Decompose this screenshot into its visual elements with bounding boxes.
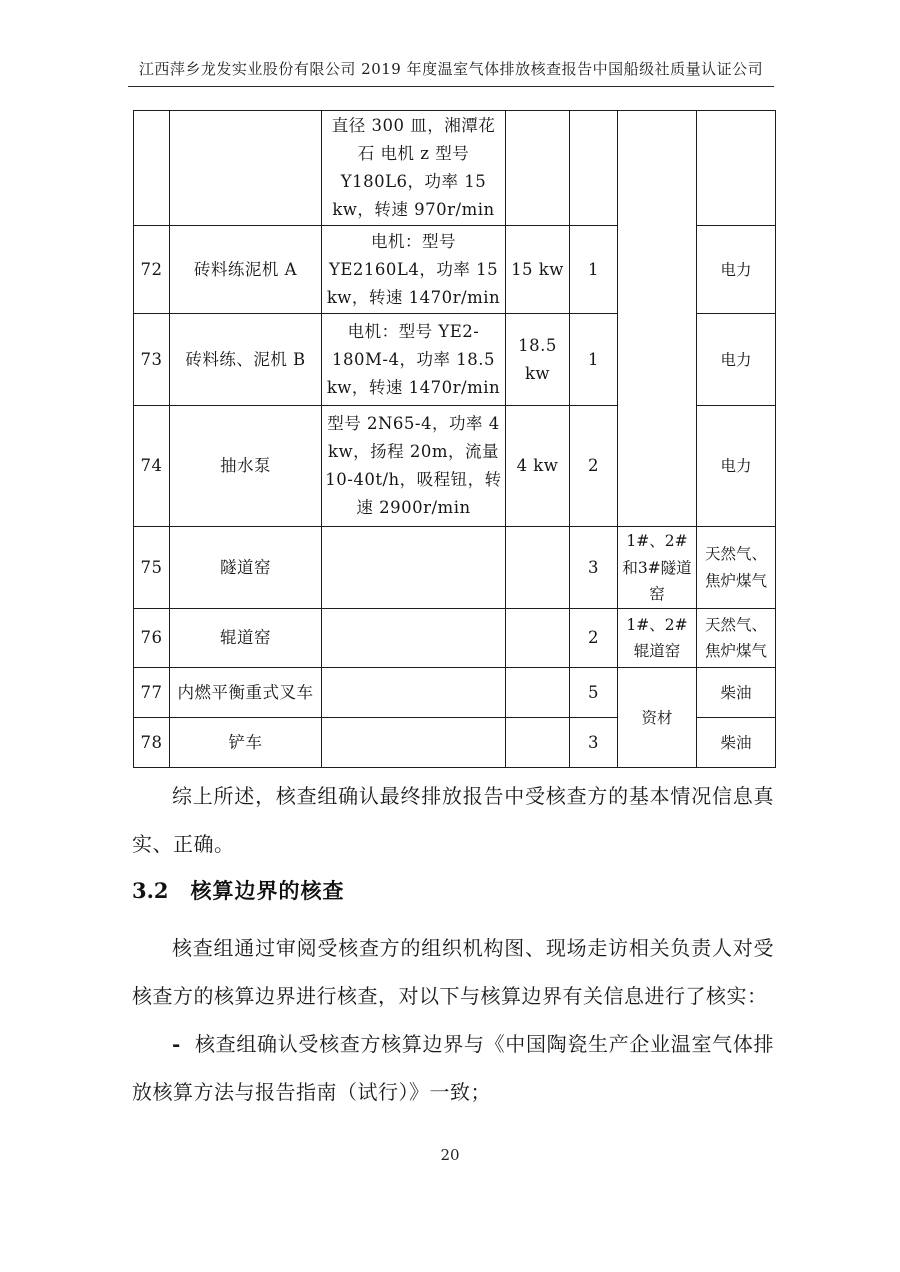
- cell-qty: [570, 111, 618, 226]
- cell-fuel: 天然气、焦炉煤气: [697, 527, 776, 609]
- section-heading: [132, 876, 774, 906]
- bullet-dash: -: [172, 1032, 181, 1056]
- page-number: 20: [440, 1146, 460, 1164]
- table-row-continued: [134, 111, 776, 226]
- cell-name: 内燃平衡重式叉车: [170, 668, 322, 718]
- cell-name: 砖料练、泥机 B: [170, 314, 322, 406]
- cell-no: 75: [134, 527, 170, 609]
- cell-unit-merged: [618, 111, 697, 527]
- cell-qty: 1: [570, 314, 618, 406]
- cell-name: 辊道窑: [170, 609, 322, 668]
- cell-name: [170, 111, 322, 226]
- cell-qty: 1: [570, 226, 618, 314]
- cell-fuel: 柴油: [697, 668, 776, 718]
- page-header: [128, 58, 774, 87]
- cell-power: [506, 527, 570, 609]
- cell-no: 76: [134, 609, 170, 668]
- cell-no: 73: [134, 314, 170, 406]
- cell-spec: [322, 527, 506, 609]
- cell-fuel: 电力: [697, 314, 776, 406]
- paragraph-boundary-check: 核查组通过审阅受核查方的组织机构图、现场走访相关负责人对受核查方的核算边界进行核查，对以下与核算边界有关信息进行了核实：: [132, 936, 774, 1008]
- cell-power: 18.5 kw: [506, 314, 570, 406]
- bullet-item: [132, 1020, 774, 1116]
- cell-name: 抽水泵: [170, 406, 322, 527]
- table-row-77: [134, 668, 776, 718]
- cell-power: 4 kw: [506, 406, 570, 527]
- cell-spec: [322, 718, 506, 768]
- bullet-text: 核查组确认受核查方核算边界与《中国陶瓷生产企业温室气体排放核算方法与报告指南（试行）》一致；: [132, 1032, 774, 1104]
- cell-spec: [322, 609, 506, 668]
- cell-no: 78: [134, 718, 170, 768]
- cell-unit: 1#、2#和3#隧道窑: [618, 527, 697, 609]
- equipment-table: [133, 110, 776, 768]
- cell-fuel: 电力: [697, 406, 776, 527]
- cell-spec: 型号 2N65-4，功率 4 kw，扬程 20m，流量 10-40t/h，吸程钮，转速 2900r/min: [322, 406, 506, 527]
- cell-no: [134, 111, 170, 226]
- cell-fuel: 天然气、焦炉煤气: [697, 609, 776, 668]
- section-number: 3.2: [132, 878, 169, 903]
- cell-unit: 1#、2#辊道窑: [618, 609, 697, 668]
- cell-no: 74: [134, 406, 170, 527]
- cell-power: 15 kw: [506, 226, 570, 314]
- cell-fuel: [697, 111, 776, 226]
- cell-qty: 5: [570, 668, 618, 718]
- cell-fuel: 电力: [697, 226, 776, 314]
- table-row-75: [134, 527, 776, 609]
- cell-spec: 电机：型号 YE2160L4，功率 15 kw，转速 1470r/min: [322, 226, 506, 314]
- cell-spec: 直径 300 皿，湘潭花石 电机 z 型号 Y180L6，功率 15 kw，转速 970r/min: [322, 111, 506, 226]
- cell-name: 隧道窑: [170, 527, 322, 609]
- body-text: [132, 772, 774, 1116]
- cell-qty: 2: [570, 609, 618, 668]
- header-title: 江西萍乡龙发实业股份有限公司 2019 年度温室气体排放核查报告中国船级社质量认证公司: [138, 60, 764, 78]
- section-title: 核算边界的核查: [190, 878, 345, 903]
- cell-qty: 2: [570, 406, 618, 527]
- cell-name: 铲车: [170, 718, 322, 768]
- cell-name: 砖料练泥机 A: [170, 226, 322, 314]
- cell-spec: [322, 668, 506, 718]
- cell-power: [506, 718, 570, 768]
- cell-no: 77: [134, 668, 170, 718]
- cell-no: 72: [134, 226, 170, 314]
- table-row-76: [134, 609, 776, 668]
- cell-unit-merged: 资材: [618, 668, 697, 768]
- paragraph-conclusion: 综上所述，核查组确认最终排放报告中受核查方的基本情况信息真实、正确。: [132, 784, 774, 856]
- cell-qty: 3: [570, 718, 618, 768]
- cell-power: [506, 111, 570, 226]
- cell-power: [506, 609, 570, 668]
- cell-spec: 电机：型号 YE2-180M-4，功率 18.5 kw，转速 1470r/min: [322, 314, 506, 406]
- cell-power: [506, 668, 570, 718]
- cell-qty: 3: [570, 527, 618, 609]
- cell-fuel: 柴油: [697, 718, 776, 768]
